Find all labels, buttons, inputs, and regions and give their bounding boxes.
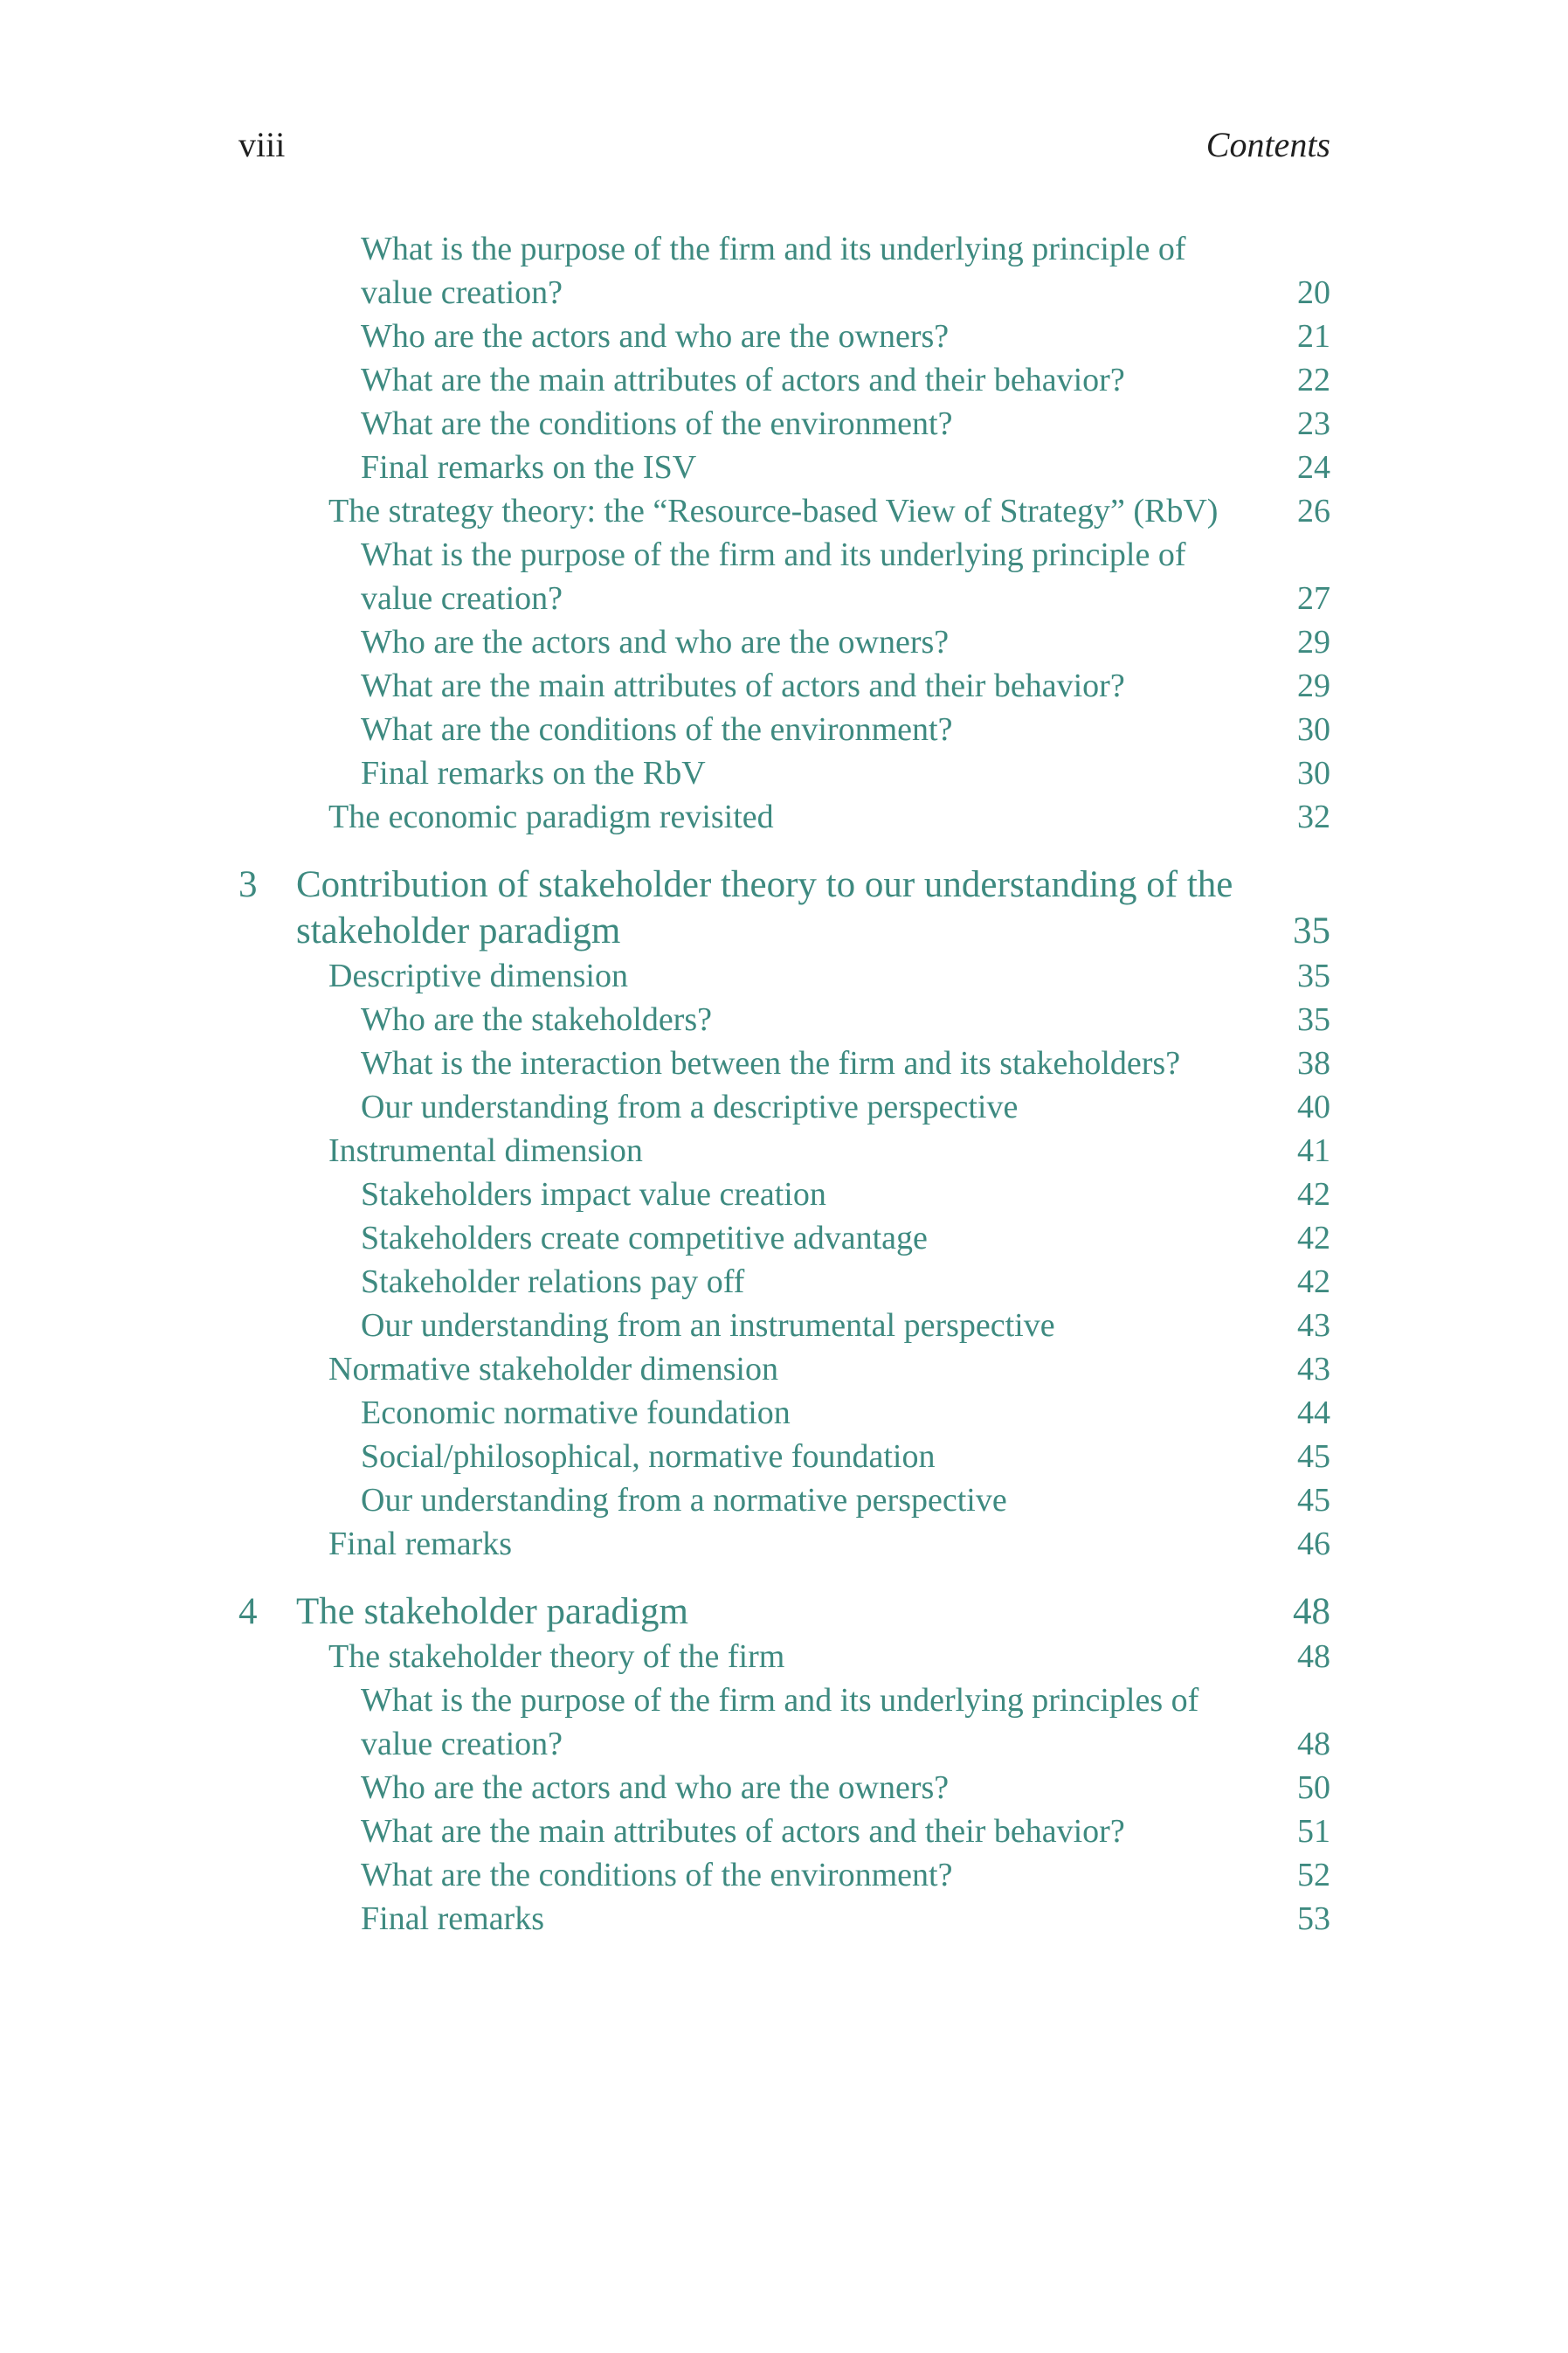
chapter-number: 4: [238, 1591, 258, 1632]
toc-entry: [238, 446, 1330, 489]
chapter-page: 48: [1293, 1591, 1330, 1632]
toc-entry-page: 50: [1297, 1769, 1330, 1806]
toc-entry-page: 20: [1297, 274, 1330, 311]
toc-entry: [238, 1678, 1330, 1766]
toc-entry: [238, 620, 1330, 664]
toc-entry-page: 27: [1297, 580, 1330, 617]
toc-section-title: The stakeholder theory of the firm: [328, 1638, 785, 1675]
toc-entry: [238, 402, 1330, 446]
toc-entry-page: 40: [1297, 1089, 1330, 1125]
toc-entry-page: 48: [1297, 1726, 1330, 1762]
toc-entry: [238, 1042, 1330, 1085]
chapter-page: 35: [1293, 910, 1330, 952]
toc-section-title: Descriptive dimension: [328, 958, 628, 994]
toc-entry: [238, 1478, 1330, 1522]
toc-entry: [238, 1853, 1330, 1897]
toc-entry-page: 30: [1297, 711, 1330, 748]
toc-entry: [238, 1216, 1330, 1260]
toc-entry-page: 45: [1297, 1438, 1330, 1475]
toc-entry-page: 29: [1297, 668, 1330, 704]
toc-entry: [238, 1173, 1330, 1216]
toc-section-page: 48: [1297, 1638, 1330, 1675]
toc-section: [238, 1347, 1330, 1391]
chapter-title: The stakeholder paradigm: [296, 1591, 688, 1632]
toc-entry-title: Stakeholders impact value creation: [361, 1176, 826, 1213]
toc-entry: [238, 1897, 1330, 1941]
toc-entry-page: 43: [1297, 1307, 1330, 1344]
toc-entry: [238, 1085, 1330, 1129]
toc-entry-title: Who are the actors and who are the owners?: [361, 624, 950, 661]
toc-entry-title: Our understanding from a descriptive perspective: [361, 1089, 1019, 1125]
toc-entry-title: Social/philosophical, normative foundation: [361, 1438, 936, 1475]
toc-chapter: [238, 1588, 1330, 1635]
toc-section-page: 26: [1297, 493, 1330, 529]
toc-entry-title: Our understanding from an instrumental perspective: [361, 1307, 1055, 1344]
toc-section: [238, 1522, 1330, 1566]
toc-entry-page: 44: [1297, 1394, 1330, 1431]
toc-entry-page: 51: [1297, 1813, 1330, 1850]
toc-entry-page: 21: [1297, 318, 1330, 355]
toc-entry: [238, 315, 1330, 358]
toc-section-page: 41: [1297, 1132, 1330, 1169]
toc-entry-title: What is the purpose of the firm and its underlying principle of value creation?: [361, 231, 1186, 311]
toc-entry-page: 45: [1297, 1482, 1330, 1519]
toc-entry-title: Who are the actors and who are the owners?: [361, 318, 950, 355]
toc-section: [238, 489, 1330, 533]
toc-entry-page: 30: [1297, 755, 1330, 792]
toc-entry: [238, 533, 1330, 620]
toc-chapter: [238, 862, 1330, 954]
toc-entry: [238, 998, 1330, 1042]
toc-entry: [238, 664, 1330, 708]
toc-entry-title: Who are the actors and who are the owners?: [361, 1769, 950, 1806]
toc-entry-page: 29: [1297, 624, 1330, 661]
toc-entry-page: 23: [1297, 405, 1330, 442]
toc-entry-title: What is the interaction between the firm and its stakeholders?: [361, 1045, 1181, 1082]
toc-section-title: Final remarks: [328, 1526, 513, 1562]
toc-entry: [238, 227, 1330, 315]
toc-entry-title: What are the main attributes of actors and their behavior?: [361, 668, 1125, 704]
toc-entry: [238, 1766, 1330, 1810]
toc-entry: [238, 708, 1330, 751]
toc-entry-page: 38: [1297, 1045, 1330, 1082]
toc-entry-title: Final remarks on the ISV: [361, 449, 697, 486]
toc-entry: [238, 1391, 1330, 1435]
table-of-contents: [238, 227, 1330, 1941]
toc-section: [238, 795, 1330, 839]
toc-entry-title: What are the conditions of the environment?: [361, 405, 953, 442]
toc-entry-page: 52: [1297, 1857, 1330, 1893]
toc-entry-title: Stakeholders create competitive advantage: [361, 1220, 928, 1256]
toc-entry: [238, 1260, 1330, 1304]
toc-entry-title: Final remarks: [361, 1900, 545, 1937]
toc-entry: [238, 1304, 1330, 1347]
toc-entry-title: Our understanding from a normative perspective: [361, 1482, 1007, 1519]
toc-entry: [238, 1810, 1330, 1853]
chapter-title: Contribution of stakeholder theory to our understanding of the stakeholder paradigm: [296, 864, 1233, 952]
toc-entry-title: Final remarks on the RbV: [361, 755, 706, 792]
toc-entry-page: 53: [1297, 1900, 1330, 1937]
page-number: viii: [238, 125, 286, 164]
toc-entry-title: Who are the stakeholders?: [361, 1001, 712, 1038]
toc-section-page: 43: [1297, 1351, 1330, 1388]
running-title: Contents: [1205, 125, 1330, 164]
toc-section-page: 46: [1297, 1526, 1330, 1562]
toc-section-title: Instrumental dimension: [328, 1132, 643, 1169]
toc-entry-page: 42: [1297, 1176, 1330, 1213]
toc-entry-title: What are the main attributes of actors and their behavior?: [361, 362, 1125, 398]
toc-section: [238, 1635, 1330, 1678]
running-header: [238, 122, 1330, 168]
toc-entry-page: 35: [1297, 1001, 1330, 1038]
toc-section-page: 35: [1297, 958, 1330, 994]
toc-section-title: The strategy theory: the “Resource-based View of Strategy” (RbV): [328, 493, 1219, 529]
toc-entry-title: Economic normative foundation: [361, 1394, 791, 1431]
toc-entry-page: 42: [1297, 1263, 1330, 1300]
toc-section-title: Normative stakeholder dimension: [328, 1351, 778, 1388]
toc-section: [238, 1129, 1330, 1173]
toc-entry: [238, 358, 1330, 402]
toc-entry-title: What are the main attributes of actors and their behavior?: [361, 1813, 1125, 1850]
toc-section-page: 32: [1297, 799, 1330, 835]
toc-entry-title: What is the purpose of the firm and its underlying principles of value creation?: [361, 1682, 1199, 1762]
toc-entry-page: 22: [1297, 362, 1330, 398]
toc-entry-page: 24: [1297, 449, 1330, 486]
chapter-number: 3: [238, 864, 258, 905]
toc-entry: [238, 751, 1330, 795]
toc-entry-title: What is the purpose of the firm and its underlying principle of value creation?: [361, 536, 1186, 617]
toc-entry-page: 42: [1297, 1220, 1330, 1256]
toc-section-title: The economic paradigm revisited: [328, 799, 774, 835]
toc-entry-title: Stakeholder relations pay off: [361, 1263, 745, 1300]
toc-entry: [238, 1435, 1330, 1478]
toc-section: [238, 954, 1330, 998]
toc-entry-title: What are the conditions of the environment?: [361, 711, 953, 748]
toc-entry-title: What are the conditions of the environment?: [361, 1857, 953, 1893]
